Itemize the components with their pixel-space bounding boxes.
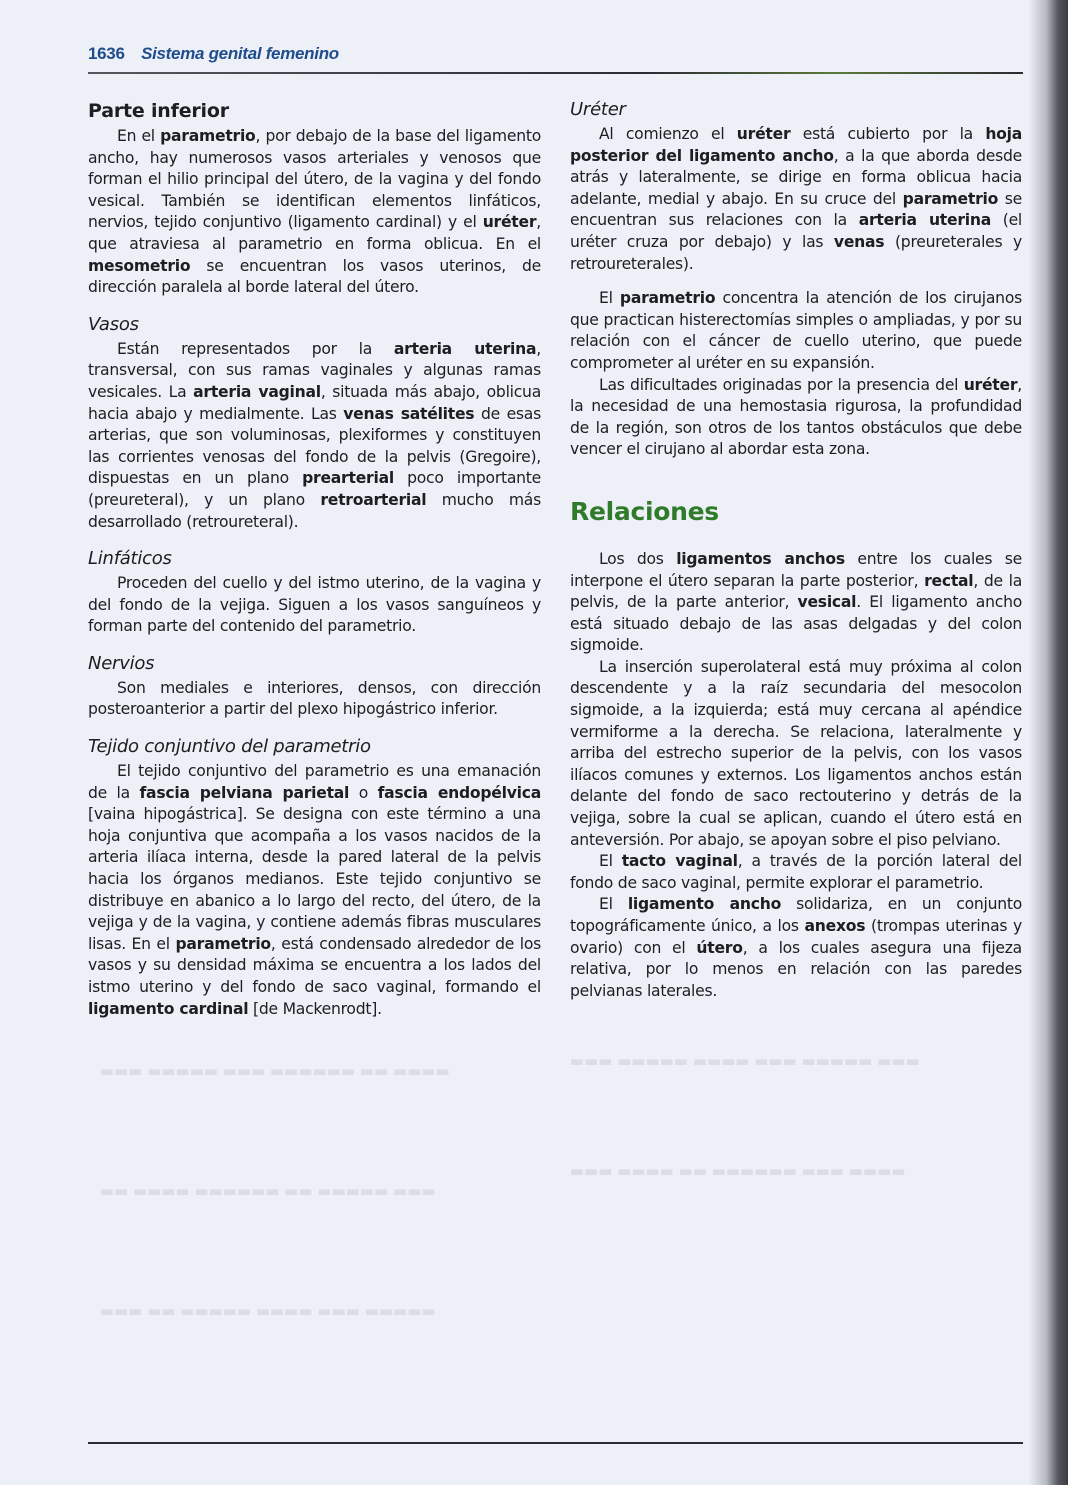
subsection-heading: Tejido conjuntivo del parametrio	[88, 736, 371, 758]
subsection-heading: Linfáticos	[88, 548, 172, 570]
left-column	[88, 98, 541, 1020]
show-through-texture: ▬▬▬ ▬▬▬▬▬ ▬▬ ▬▬▬▬▬▬ ▬▬▬▬ ▬▬	[100, 1182, 436, 1200]
subsection-heading: Nervios	[88, 652, 155, 674]
paragraph	[88, 126, 541, 299]
bold-term: tacto vaginal	[621, 852, 738, 871]
bold-term: venas satélites	[343, 404, 475, 423]
text-run: está cubierto por la	[790, 125, 986, 143]
subsection-nervios	[88, 652, 541, 721]
text-run: entre los cuales se interpone el útero separan la parte posterior,	[570, 549, 1023, 590]
text-run: mucho más desarrollado (retroureteral).	[88, 490, 541, 531]
text-run: , a los cuales asegura una fijeza relativa, por lo menos en relación con las paredes pelvianas laterales.	[570, 938, 1022, 1000]
text-run: (el uréter cruza por debajo) y las	[570, 211, 1022, 251]
text-run: Están representados por la	[117, 339, 394, 358]
bold-term: vesical	[797, 593, 857, 612]
text-run: En el	[117, 127, 161, 145]
text-run: , situada más abajo, oblicua hacia abajo y medialmente. Las	[88, 382, 541, 423]
text-run: se encuentran sus relaciones con la	[570, 189, 1022, 230]
text-run: El	[599, 895, 628, 914]
bold-term: retroarterial	[320, 490, 427, 509]
subsection-heading: Vasos	[88, 313, 139, 335]
bold-term: ligamento ancho	[627, 895, 782, 914]
subsection-linfaticos	[88, 547, 541, 638]
text-run: , por debajo de la base del ligamento ancho, hay numerosos vasos arteriales y venosos que forman el hilio principal del útero, de la vagina y del fondo vesical. También se identifican elementos linfáticos, nervios, tejido conjuntivo (ligamento cardinal) y el	[88, 127, 541, 232]
section-relaciones	[570, 495, 1022, 1002]
show-through-texture: ▬▬▬▬ ▬▬▬ ▬▬▬▬▬▬ ▬▬ ▬▬▬▬ ▬▬▬	[570, 1162, 906, 1180]
text-run: se encuentran los vasos uterinos, de dirección paralela al borde lateral del útero.	[88, 256, 541, 297]
right-column	[570, 98, 1022, 1002]
show-through-texture: ▬▬▬ ▬▬▬▬▬ ▬▬▬ ▬▬▬▬ ▬▬▬▬▬ ▬▬▬	[570, 1052, 920, 1070]
text-run: . El ligamento ancho está situado debajo de las asas delgadas y del colon sigmoide.	[570, 593, 1022, 655]
text-run: Proceden del cuello y del istmo uterino, de la vagina y del fondo de la vejiga. Siguen a los vasos sanguíneos y forman parte del contenido del parametrio.	[88, 574, 541, 636]
bold-term: anexos	[804, 917, 866, 935]
text-run: , que atraviesa al parametrio en forma oblicua. En el	[88, 213, 541, 253]
paragraph	[570, 894, 1022, 1002]
paragraph	[88, 678, 541, 721]
text-run: (trompas uterinas y ovario) con el	[570, 917, 1022, 957]
text-run: , está condensado alrededor de los vasos y su densidad máxima se encuentra a los lados del istmo uterino y del fondo de saco vaginal, formando el	[88, 934, 541, 996]
bold-term: arteria vaginal	[193, 382, 321, 401]
bold-term: uréter	[482, 213, 537, 232]
page-number: 1636	[88, 44, 125, 63]
text-run: , la necesidad de una hemostasia rigurosa, la profundidad de la región, son otros de los tantos obstáculos que debe vencer el cirujano al abordar esta zona.	[570, 375, 1022, 459]
text-run: o	[349, 783, 378, 802]
text-run: Al comienzo el	[599, 125, 737, 143]
text-run: (preureterales y retroureterales).	[570, 232, 1022, 273]
text-run: , transversal, con sus ramas vaginales y algunas ramas vesicales. La	[88, 339, 541, 401]
paragraph	[88, 573, 541, 638]
paragraph	[88, 339, 541, 533]
paragraph	[570, 657, 1022, 851]
text-run: Son mediales e interiores, densos, con dirección posteroanterior a partir del plexo hipogástrico inferior.	[88, 678, 541, 719]
section-heading-parte-inferior: Parte inferior	[88, 100, 229, 122]
running-header	[88, 44, 339, 64]
bold-term: útero	[696, 938, 743, 957]
bold-term: arteria uterina	[858, 211, 991, 230]
show-through-texture: ▬▬▬▬▬ ▬▬▬ ▬▬▬▬ ▬▬▬▬▬ ▬▬ ▬▬▬	[100, 1302, 436, 1320]
text-run: [de Mackenrodt].	[248, 999, 382, 1018]
bold-term: ligamento cardinal	[88, 999, 249, 1018]
section-heading-relaciones: Relaciones	[570, 496, 719, 526]
text-run: , a través de la porción lateral del fondo de saco vaginal, permite explorar el parametrio.	[570, 852, 1022, 892]
bold-term: hoja posterior del ligamento ancho	[570, 125, 1022, 165]
subsection-tejido-conjuntivo	[88, 735, 541, 1020]
bold-term: mesometrio	[88, 256, 191, 275]
paragraph	[570, 549, 1022, 657]
text-run: Los dos	[599, 549, 677, 568]
footer-rule	[88, 1442, 1023, 1444]
paragraph	[570, 851, 1022, 894]
chapter-title: Sistema genital femenino	[141, 44, 339, 63]
subsection-heading: Uréter	[570, 99, 626, 120]
text-run: , de la pelvis, de la parte anterior,	[570, 571, 1022, 612]
page-edge-shadow	[1028, 0, 1068, 1485]
text-run: Las dificultades originadas por la presencia del	[599, 375, 964, 394]
bold-term: venas	[833, 232, 885, 251]
text-run: El	[599, 289, 620, 308]
bold-term: parametrio	[619, 289, 716, 308]
bold-term: uréter	[963, 375, 1018, 394]
show-through-texture: ▬▬▬▬ ▬▬ ▬▬▬▬▬▬ ▬▬▬ ▬▬▬▬▬ ▬▬▬	[100, 1062, 450, 1080]
bold-term: parametrio	[175, 934, 271, 953]
text-run: solidariza, en un conjunto topográficamente único, a los	[570, 895, 1022, 935]
text-run: concentra la atención de los cirujanos que practican histerectomías simples o ampliadas, y por su relación con el cáncer de cuello uterino, que puede comprometer al uréter en su expansión.	[570, 289, 1022, 372]
text-run: , a la que aborda desde atrás y lateralmente, se dirige en forma oblicua hacia adelante, medial y abajo. En su cruce del	[570, 146, 1022, 208]
text-run: El tejido conjuntivo del parametrio es una emanación de la	[88, 762, 541, 802]
bold-term: parametrio	[160, 127, 256, 145]
bold-term: fascia pelviana parietal	[139, 783, 350, 802]
text-run: de esas arterias, que son voluminosas, plexiformes y constituyen las corrientes venosas del fondo de la pelvis (Gregoire), dispuestas en un plano	[88, 404, 541, 488]
header-rule	[88, 72, 1023, 74]
text-run: El	[599, 852, 622, 871]
paragraph	[88, 761, 541, 1020]
text-run: [vaina hipogástrica]. Se designa con este término a una hoja conjuntiva que acompaña a los vasos nacidos de la arteria ilíaca interna, desde la pared lateral de la pelvis hacia los órganos medianos. Este tejido conjuntivo se distribuye en abanico a lo largo del recto, del útero, de la vejiga y de la vagina, y contiene además fibras musculares lisas. En el	[88, 805, 541, 953]
paragraph	[570, 375, 1022, 461]
paragraph	[570, 288, 1022, 374]
bold-term: uréter	[736, 125, 791, 143]
bold-term: arteria uterina	[393, 339, 537, 358]
paragraph	[570, 124, 1022, 275]
bold-term: parametrio	[902, 189, 999, 208]
bold-term: ligamentos anchos	[676, 549, 845, 568]
bold-term: rectal	[924, 571, 974, 590]
subsection-vasos	[88, 313, 541, 533]
text-run: poco importante (preureteral), y un plano	[88, 469, 541, 509]
bold-term: prearterial	[302, 469, 394, 488]
text-run: La inserción superolateral está muy próxima al colon descendente y a la raíz secundaria del mesocolon sigmoide, a la izquierda; está muy cercana al apéndice vermiforme a la derecha. Se relaciona, lateralmente y arriba del estrecho superior de la pelvis, con los vasos ilíacos comunes y externos. Los ligamentos anchos están delante del fondo de saco rectouterino y detrás de la vejiga, sobre la cual se aplican, cuando el útero está en anteversión. Por abajo, se apoyan sobre el piso pelviano.	[570, 657, 1022, 849]
bold-term: fascia endopélvica	[377, 783, 541, 802]
subsection-ureter	[570, 98, 1022, 461]
